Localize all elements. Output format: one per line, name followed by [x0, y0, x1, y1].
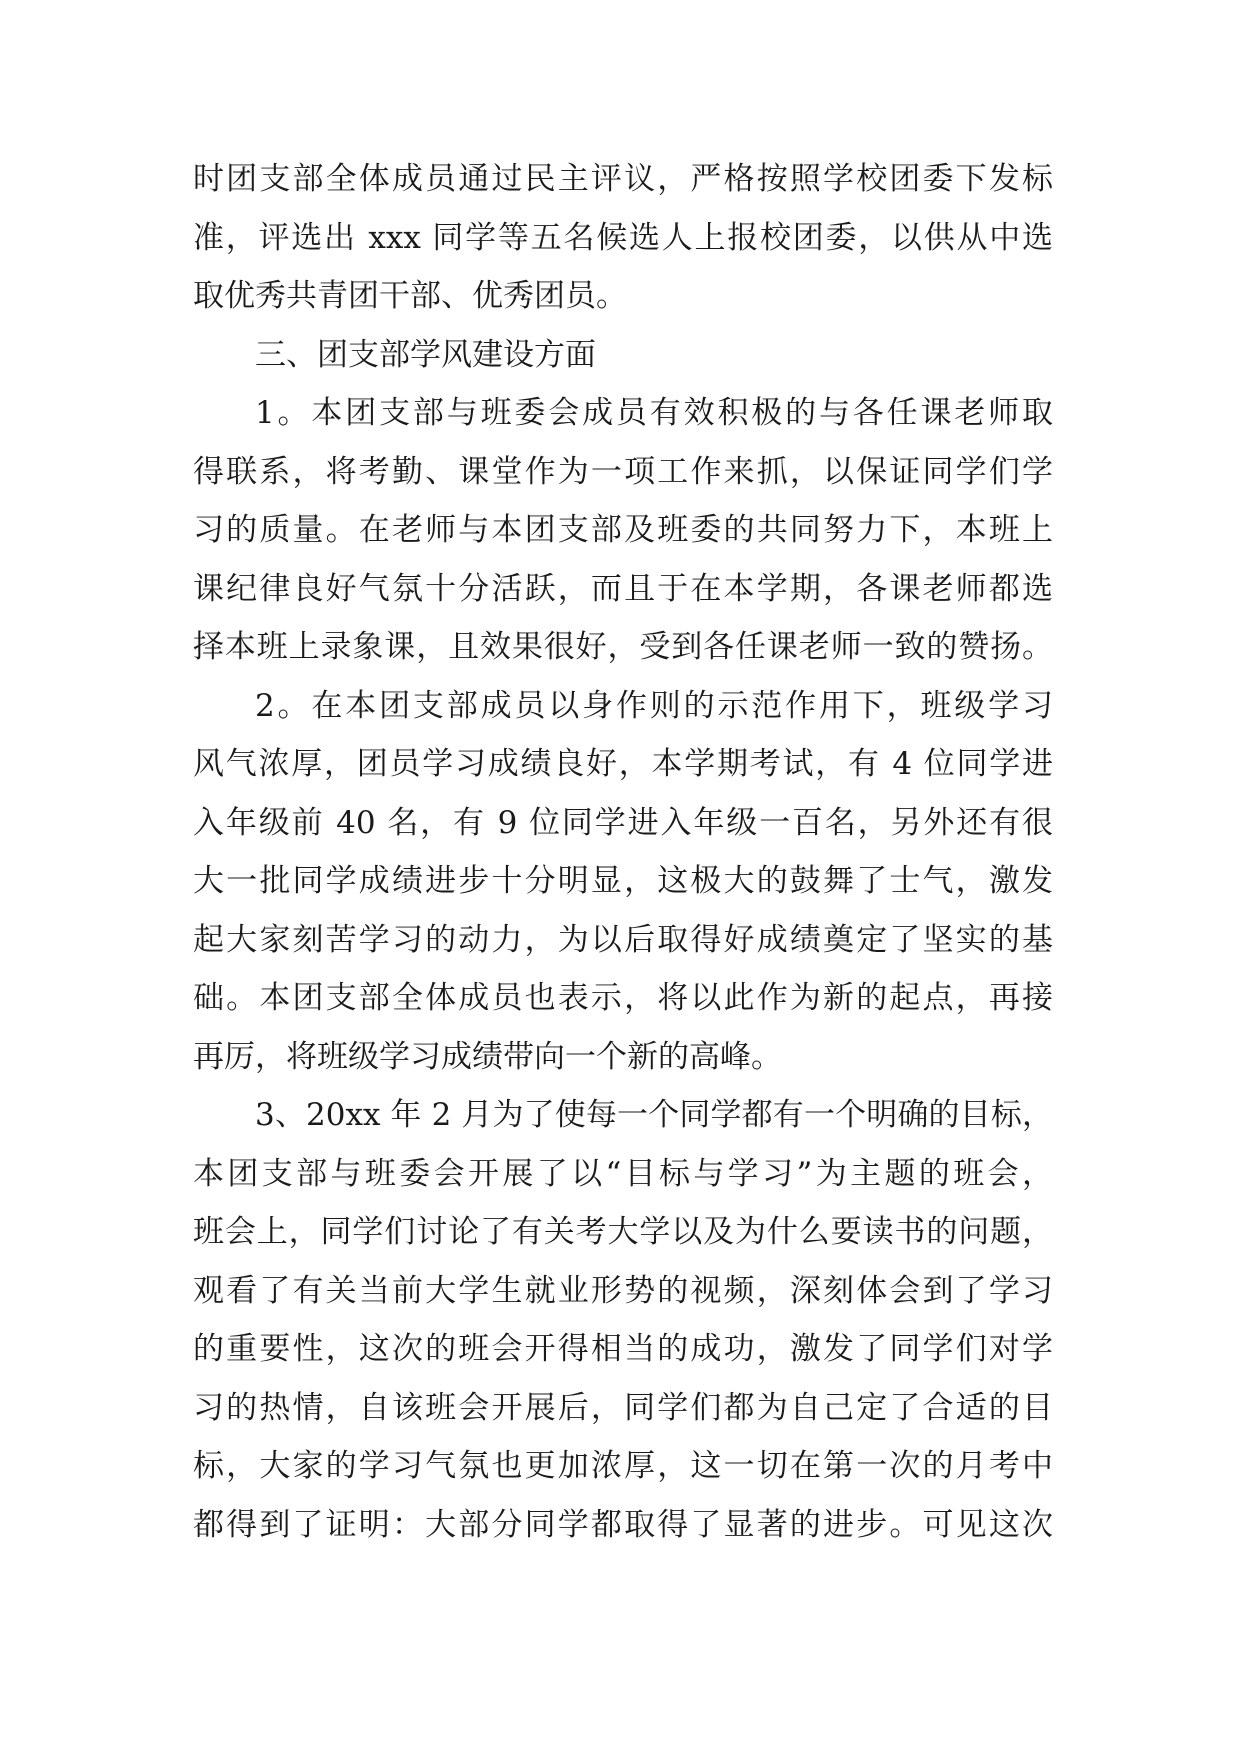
- section-heading: 三、团支部学风建设方面: [255, 336, 596, 373]
- text-line: 大一批同学成绩进步十分明显，这极大的鼓舞了士气，激发: [193, 863, 1053, 899]
- text-line: 础。本团支部全体成员也表示，将以此作为新的起点，再接: [193, 980, 1053, 1016]
- text-line: 3、20xx 年 2 月为了使每一个同学都有一个明确的目标，: [255, 1097, 1053, 1133]
- text-line: 准，评选出 xxx 同学等五名候选人上报校团委，以供从中选: [193, 219, 1053, 256]
- text-line: 本团支部与班委会开展了以“目标与学习”为主题的班会，: [193, 1155, 1053, 1192]
- text-line: 入年级前 40 名，有 9 位同学进入年级一百名，另外还有很: [193, 804, 1053, 841]
- text-line: 择本班上录象课，且效果很好，受到各任课老师一致的赞扬。: [193, 629, 1053, 665]
- text-line: 课纪律良好气氛十分活跃，而且于在本学期，各课老师都选: [193, 570, 1053, 607]
- text-line: 时团支部全体成员通过民主评议，严格按照学校团委下发标: [193, 161, 1053, 197]
- text-line: 班会上，同学们讨论了有关考大学以及为什么要读书的问题，: [193, 1214, 1053, 1250]
- document-body: [193, 150, 1053, 1554]
- text-line: 标，大家的学习气氛也更加浓厚，这一切在第一次的月考中: [193, 1448, 1053, 1484]
- text-line: 取优秀共青团干部、优秀团员。: [193, 278, 627, 314]
- text-line: 风气浓厚，团员学习成绩良好，本学期考试，有 4 位同学进: [193, 746, 1053, 782]
- text-line: 起大家刻苦学习的动力，为以后取得好成绩奠定了坚实的基: [193, 921, 1053, 958]
- text-line: 再厉，将班级学习成绩带向一个新的高峰。: [193, 1038, 782, 1075]
- text-line: 2。在本团支部成员以身作则的示范作用下，班级学习: [255, 687, 1053, 724]
- text-line: 1。本团支部与班委会成员有效积极的与各任课老师取: [255, 395, 1053, 431]
- text-line: 的重要性，这次的班会开得相当的成功，激发了同学们对学: [193, 1331, 1053, 1367]
- text-line: 得联系，将考勤、课堂作为一项工作来抓，以保证同学们学: [193, 453, 1053, 490]
- text-line: 习的质量。在老师与本团支部及班委的共同努力下，本班上: [193, 512, 1053, 548]
- text-line: 都得到了证明：大部分同学都取得了显著的进步。可见这次: [193, 1506, 1053, 1543]
- text-line: 观看了有关当前大学生就业形势的视频，深刻体会到了学习: [193, 1272, 1053, 1309]
- text-line: 习的热情，自该班会开展后，同学们都为自己定了合适的目: [193, 1389, 1053, 1426]
